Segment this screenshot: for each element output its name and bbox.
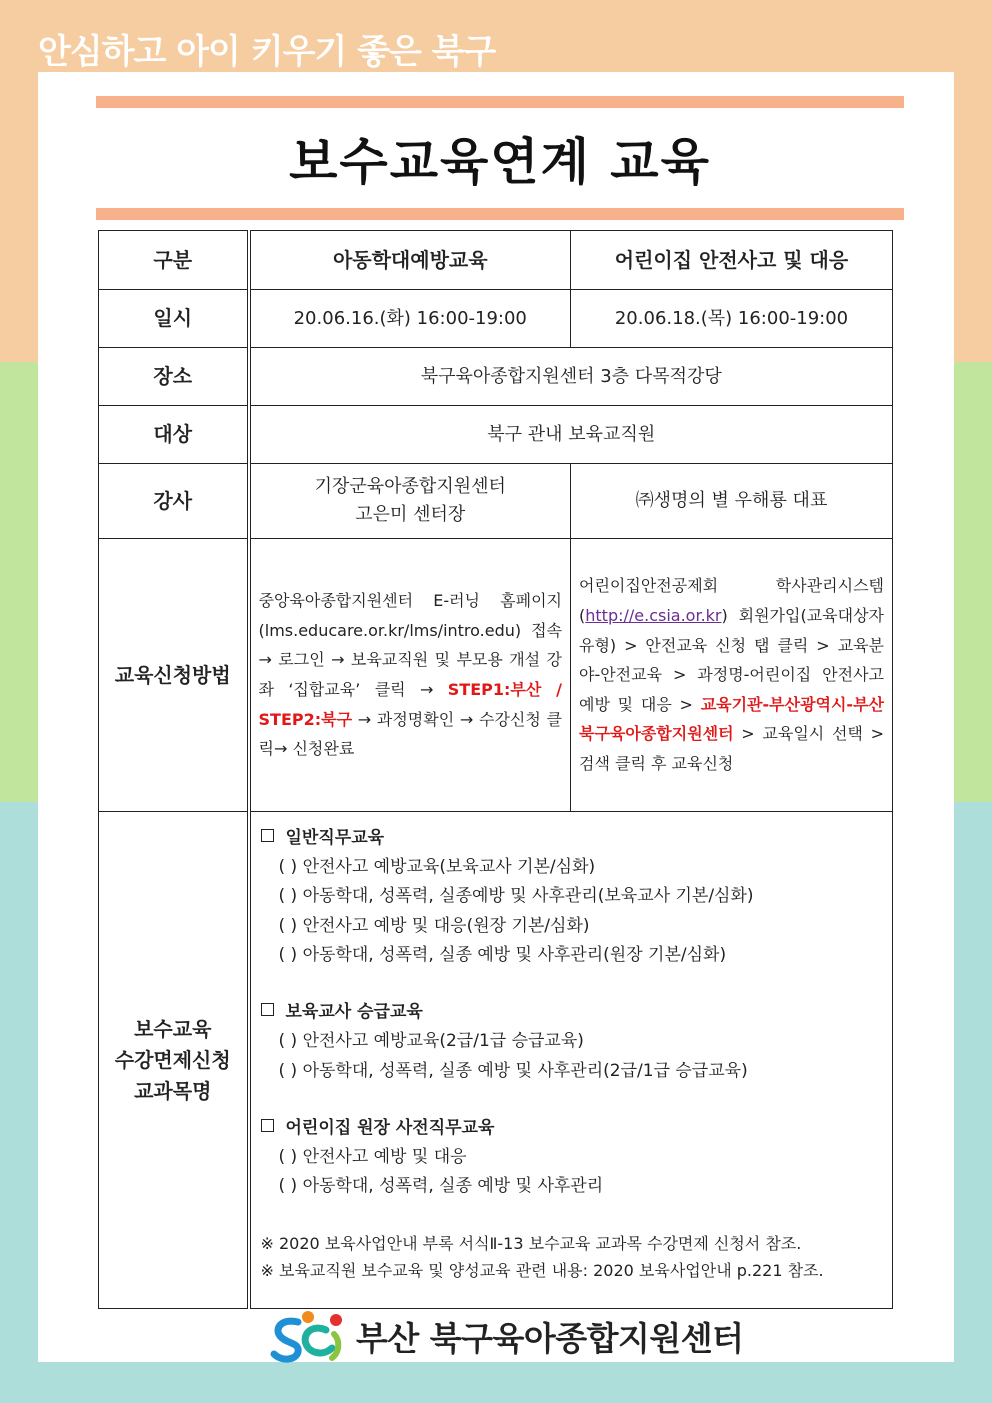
list-item: ( ) 아동학대, 성폭력, 실종 예방 및 사후관리(원장 기본/심화) xyxy=(278,944,727,965)
section-title-text: 일반직무교육 xyxy=(285,828,385,848)
exemption-course-list xyxy=(249,812,893,1309)
label-exemption-line1: 보수교육 xyxy=(134,1016,212,1041)
section-spacer xyxy=(261,970,883,998)
title-rule-bottom xyxy=(96,208,904,220)
table-row-target xyxy=(99,406,893,464)
apply-col1-highlight: STEP1:부산 / STEP2:북구 xyxy=(258,680,563,729)
reference-note: ※ 보육교직원 보수교육 및 양성교육 관련 내용: 2020 보육사업안내 p.221 참조. xyxy=(260,1261,824,1281)
csia-link[interactable]: http://e.csia.or.kr xyxy=(585,606,722,626)
section-title xyxy=(261,824,883,853)
list-item: ( ) 아동학대, 성폭력, 실종 예방 및 사후관리 xyxy=(278,1176,604,1197)
label-lecturer: 강사 xyxy=(99,464,249,539)
label-category: 구분 xyxy=(99,231,249,290)
education-info-table xyxy=(98,230,893,1309)
page-title: 보수교육연계 교육 xyxy=(289,133,711,191)
section-title xyxy=(261,998,883,1027)
label-exemption-line2: 수강면제신청 xyxy=(114,1047,231,1072)
table-row-exemption xyxy=(99,812,893,1309)
checkbox-square-icon xyxy=(261,1003,274,1016)
reference-note: ※ 2020 보육사업안내 부록 서식Ⅱ-13 보수교육 교과목 수강면제 신청서 참조. xyxy=(260,1233,802,1253)
column-safety-accident: 어린이집 안전사고 및 대응 xyxy=(571,231,893,290)
list-item: ( ) 안전사고 예방교육(2급/1급 승급교육) xyxy=(278,1031,584,1052)
list-item: ( ) 안전사고 예방교육(보육교사 기본/심화) xyxy=(278,857,596,878)
table-row-place xyxy=(99,348,893,406)
place-value: 북구육아종합지원센터 3층 다목적강당 xyxy=(249,348,893,406)
apply-col2-text-3: > 교육일시 선택 > 검색 클릭 후 교육신청 xyxy=(579,724,884,773)
slogan: 안심하고 아이 키우기 좋은 북구 xyxy=(38,32,496,72)
childcare-center-logo-icon xyxy=(268,1308,346,1364)
target-value: 북구 관내 보육교직원 xyxy=(249,406,893,464)
apply-method-col2 xyxy=(571,539,893,812)
table-row-apply xyxy=(99,539,893,812)
label-place: 장소 xyxy=(99,348,249,406)
apply-col2-text-1: 어린이집안전공제회 학사관리시스템( xyxy=(579,576,884,626)
title-rule-top xyxy=(96,96,904,108)
section-title-text: 보육교사 승급교육 xyxy=(285,1002,423,1023)
checkbox-square-icon xyxy=(261,829,274,842)
lecturer-col1 xyxy=(249,464,571,539)
apply-col2-highlight: 교육기관-부산광역시-부산북구육아종합지원센터 xyxy=(579,694,884,744)
label-exemption-line3: 교과목명 xyxy=(134,1078,212,1103)
list-item: ( ) 아동학대, 성폭력, 실종 예방 및 사후관리(2급/1급 승급교육) xyxy=(278,1060,748,1081)
label-target: 대상 xyxy=(99,406,249,464)
apply-col2-text-2: ) 회원가입(교육대상자 유형) > 안전교육 신청 탭 클릭 > 교육분야-안전교육 > 과정명-어린이집 안전사고 예방 및 대응 > xyxy=(579,606,884,714)
footer-org xyxy=(268,1308,744,1364)
poster-sheet xyxy=(38,72,954,1362)
apply-col1-text-1: 중앙육아종합지원센터 E-러닝 홈페이지(lms.educare.or.kr/lms/intro.edu) 접속→ 로그인 → 보육교직원 및 부모용 개설 강좌 ‘집합교육’ 클릭 → xyxy=(258,591,562,699)
org-name: 부산 북구육아종합지원센터 xyxy=(356,1318,744,1358)
label-exemption xyxy=(99,812,249,1309)
date-col1: 20.06.16.(화) 16:00-19:00 xyxy=(249,290,571,348)
lecturer-col2: ㈜생명의 별 우해룡 대표 xyxy=(571,464,893,539)
section-spacer xyxy=(261,1086,883,1114)
lecturer-col1-org: 기장군육아종합지원센터 xyxy=(314,476,506,498)
section-title xyxy=(261,1114,883,1143)
checkbox-square-icon xyxy=(261,1119,274,1132)
table-row-header xyxy=(99,231,893,290)
section-spacer xyxy=(261,1202,883,1230)
list-item: ( ) 아동학대, 성폭력, 실종예방 및 사후관리(보육교사 기본/심화) xyxy=(278,886,754,907)
date-col2: 20.06.18.(목) 16:00-19:00 xyxy=(571,290,893,348)
column-child-abuse-prevention: 아동학대예방교육 xyxy=(249,231,571,290)
table-row-date xyxy=(99,290,893,348)
label-apply-method: 교육신청방법 xyxy=(99,539,249,812)
table-row-lecturer xyxy=(99,464,893,539)
list-item: ( ) 안전사고 예방 및 대응 xyxy=(278,1147,467,1168)
label-date: 일시 xyxy=(99,290,249,348)
apply-col1-text-2: → 과정명확인 → 수강신청 클릭→ 신청완료 xyxy=(258,709,562,759)
section-title-text: 어린이집 원장 사전직무교육 xyxy=(285,1117,495,1138)
lecturer-col1-name: 고은미 센터장 xyxy=(355,504,466,525)
list-item: ( ) 안전사고 예방 및 대응(원장 기본/심화) xyxy=(278,915,590,936)
apply-method-col1 xyxy=(249,539,571,812)
